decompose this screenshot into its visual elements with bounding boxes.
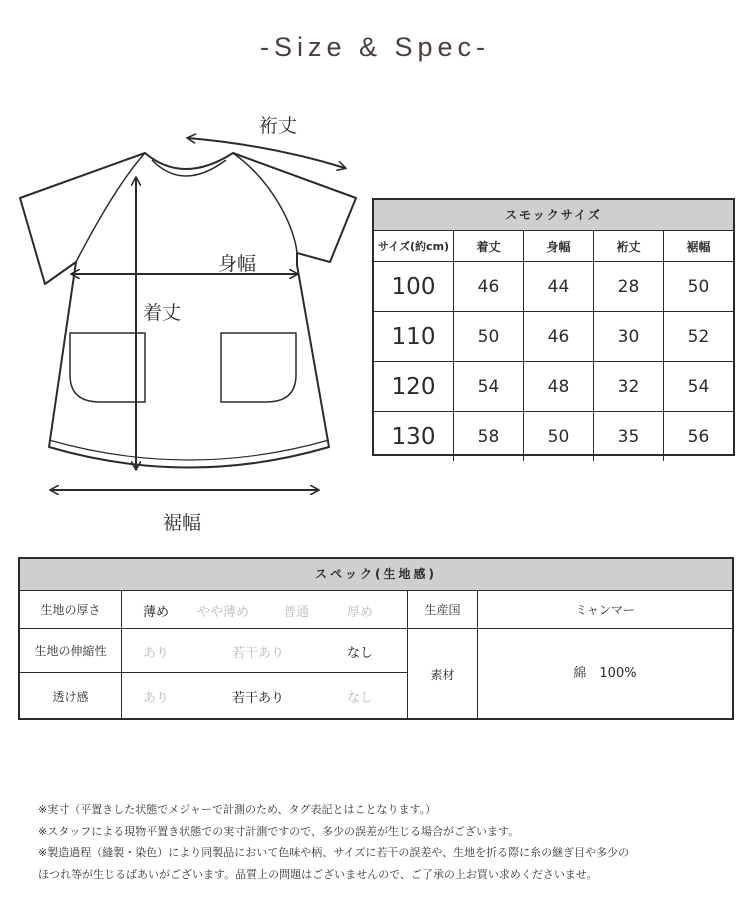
- sheer-label: 透け感: [52, 689, 89, 704]
- note-line: ※製造過程（縫製・染色）により同製品において色味や柄、サイズに若干の誤差や、生地を折る際に糸の継ぎ目や多少の: [38, 846, 630, 859]
- value-cell: 46: [524, 312, 594, 361]
- thickness-option-thin: 薄め: [142, 605, 170, 620]
- sheer-option-yes: あり: [142, 691, 170, 706]
- raglan-seam-right: [233, 153, 297, 253]
- header-hem-width: 裾幅: [686, 239, 711, 254]
- divider: [121, 591, 122, 719]
- value-cell: 28: [594, 262, 664, 311]
- size-cell: 130: [374, 412, 454, 461]
- label-sleeve-length: 裄丈: [259, 115, 298, 137]
- size-table: [372, 198, 735, 456]
- size-table-header-row: [374, 231, 733, 262]
- header-size: サイズ(約cm): [374, 231, 454, 261]
- value-cell: 44: [524, 262, 594, 311]
- label-hem-width: 裾幅: [163, 512, 202, 534]
- table-row: [374, 412, 733, 461]
- value-cell: 30: [594, 312, 664, 361]
- size-cell: 110: [374, 312, 454, 361]
- table-row: [374, 262, 733, 312]
- size-cell: 120: [374, 362, 454, 411]
- value-cell: 54: [454, 362, 524, 411]
- stretch-label: 生地の伸縮性: [34, 644, 107, 658]
- table-row: [374, 362, 733, 412]
- value-cell: 46: [454, 262, 524, 311]
- pocket-right: [221, 333, 296, 402]
- thickness-option-slightly-thin: やや薄め: [196, 605, 250, 620]
- label-body-width: 身幅: [218, 253, 257, 275]
- value-cell: 32: [594, 362, 664, 411]
- size-cell: 100: [374, 262, 454, 311]
- size-table-title: スモックサイズ: [374, 200, 733, 231]
- material-label: 素材: [430, 667, 455, 682]
- sheer-option-slight: 若干あり: [231, 691, 285, 706]
- spec-table-body: [20, 591, 732, 719]
- value-cell: 58: [454, 412, 524, 461]
- origin-value: ミャンマー: [575, 603, 635, 617]
- value-cell: 35: [594, 412, 664, 461]
- page-title: -Size & Spec-: [259, 32, 491, 62]
- spec-table: [18, 557, 734, 720]
- header-length: 着丈: [454, 231, 524, 261]
- stretch-option-yes: あり: [142, 646, 170, 661]
- table-row: [374, 312, 733, 362]
- stretch-option-slight: 若干あり: [231, 646, 285, 661]
- note-line: ※実寸（平置きした状態でメジャーで計測のため、タグ表記とはことなります。）: [38, 803, 437, 816]
- notes: [38, 799, 629, 885]
- note-line: ほつれ等が生じるばあいがございます。品質上の問題はございませんので、ご了承の上お買い求めくださいませ。: [38, 867, 598, 881]
- value-cell: 48: [524, 362, 594, 411]
- note-line: ※スタッフによる現物平置き状態での実寸計測ですので、多少の誤差が生じる場合がございます。: [38, 824, 520, 838]
- header-body-width: 身幅: [524, 231, 594, 261]
- stretch-option-none: なし: [346, 646, 374, 661]
- value-cell: 56: [687, 426, 710, 447]
- material-value: 綿 100%: [573, 665, 637, 681]
- raglan-seam-left: [76, 153, 145, 262]
- value-cell: 50: [524, 412, 594, 461]
- spec-table-title: スペック(生地感): [20, 559, 732, 591]
- origin-label: 生産国: [424, 603, 461, 617]
- sheer-option-none: なし: [346, 691, 374, 706]
- value-cell: 50: [454, 312, 524, 361]
- header-sleeve-length: 裄丈: [594, 231, 664, 261]
- value-cell: 54: [687, 376, 710, 397]
- pocket-left: [70, 333, 145, 402]
- value-cell: 52: [687, 326, 710, 347]
- thickness-option-normal: 普通: [282, 605, 310, 620]
- thickness-option-thick: 厚め: [346, 605, 374, 620]
- garment-body-outline: [20, 153, 356, 468]
- label-length: 着丈: [143, 302, 182, 324]
- value-cell: 50: [687, 276, 710, 297]
- thickness-label: 生地の厚さ: [40, 603, 101, 617]
